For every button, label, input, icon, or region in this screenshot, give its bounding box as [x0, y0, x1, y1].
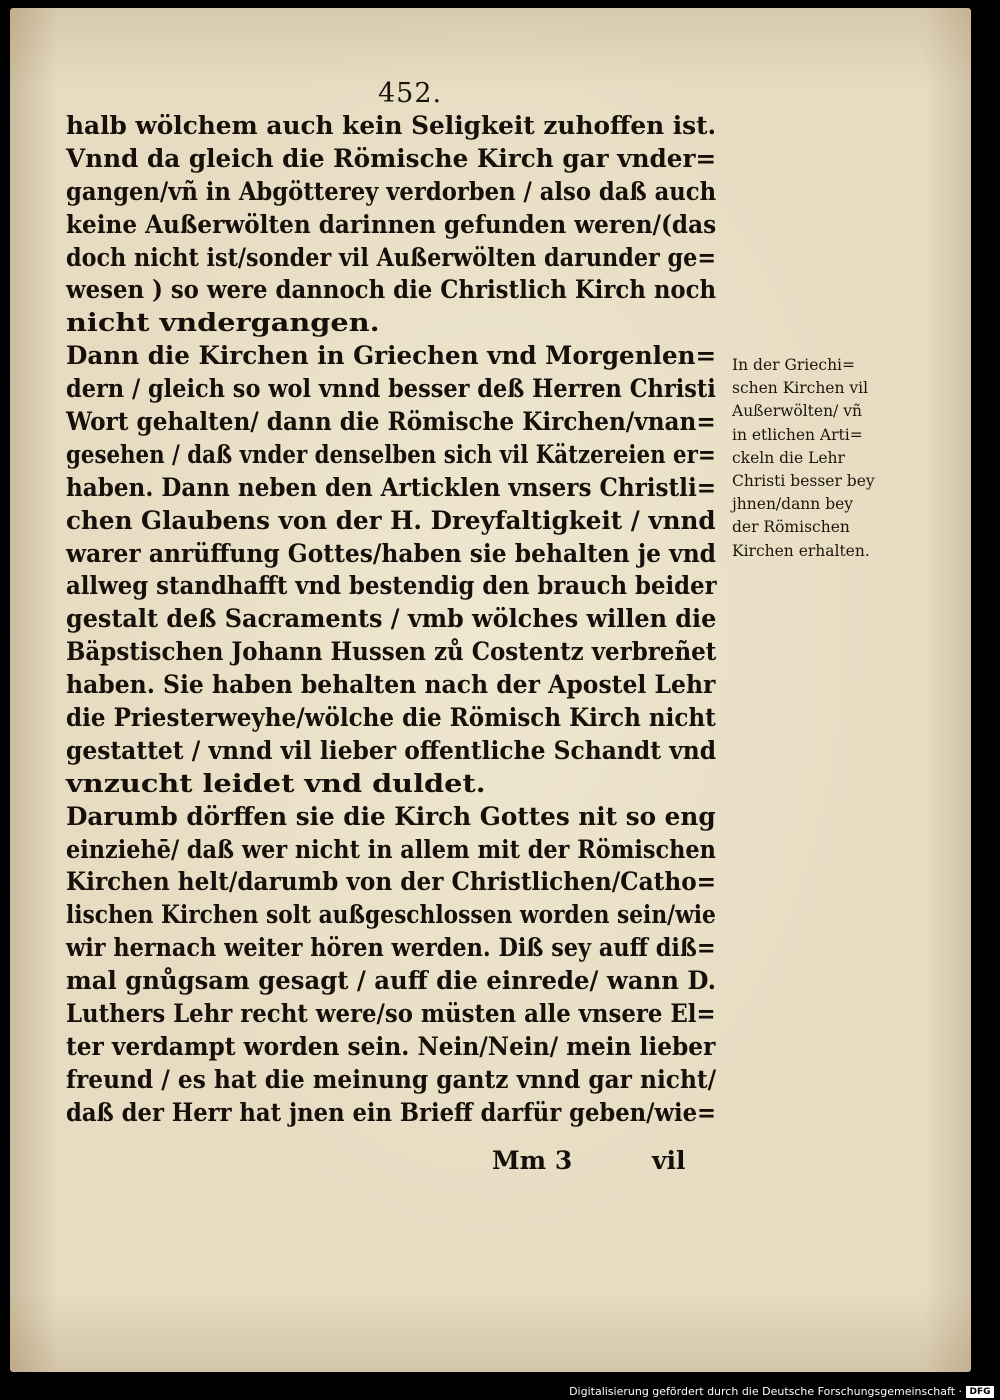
text-line: Bäpstischen Johann Hussen zů Costentz verbreñet — [66, 637, 717, 667]
text-line: allweg standhafft vnd bestendig den brauch beider — [66, 571, 717, 601]
margin-note-line: ckeln die Lehr — [732, 448, 845, 467]
text-line: nicht vndergangen. — [66, 308, 380, 338]
dfg-logo: DFG — [966, 1386, 994, 1398]
text-line: lischen Kirchen solt außgeschlossen worden sein/wie — [66, 900, 716, 930]
text-line: dern / gleich so wol vnnd besser deß Herren Christi — [66, 374, 716, 404]
text-line: Wort gehalten/ dann die Römische Kirchen/vnan= — [66, 407, 716, 437]
text-line: halb wölchem auch kein Seligkeit zuhoffen ist. — [66, 111, 717, 140]
text-line: ter verdampt worden sein. Nein/Nein/ mein lieber — [66, 1031, 716, 1061]
text-line: gestalt deß Sacraments / vmb wölches willen die — [66, 604, 717, 634]
text-line: einziehē/ daß wer nicht in allem mit der Römischen — [66, 834, 716, 864]
text-line: Luthers Lehr recht were/so müsten alle vnsere El= — [66, 999, 716, 1029]
margin-note-line: in etlichen Arti= — [732, 425, 863, 444]
text-line: gangen/vñ in Abgötterey verdorben / also daß auch — [66, 176, 717, 206]
text-line: mal gnůgsam gesagt / auff die einrede/ wann D. — [66, 966, 717, 996]
text-line: vnzucht leidet vnd duldet. — [66, 768, 486, 798]
text-line: warer anrüffung Gottes/haben sie behalten je vnd — [66, 538, 717, 568]
margin-note-line: der Römischen — [732, 518, 850, 537]
text-line: Kirchen helt/darumb von der Christlichen/Catho= — [66, 867, 717, 897]
text-line: keine Außerwölten darinnen gefunden weren/(das — [66, 209, 717, 239]
text-line: gesehen / daß vnder denselben sich vil Kätzereien er= — [66, 439, 716, 469]
margin-note-line: schen Kirchen vil — [732, 379, 869, 398]
text-line: haben. Sie haben behalten nach der Apostel Lehr — [66, 670, 716, 700]
text-line: Vnnd da gleich die Römische Kirch gar vnder= — [66, 143, 717, 173]
text-line: Dann die Kirchen in Griechen vnd Morgenlen= — [66, 341, 717, 371]
body-text — [66, 110, 726, 1130]
text-line: wir hernach weiter hören werden. Diß sey auff diß= — [66, 933, 716, 963]
text-line: gestattet / vnnd vil lieber offentliche Schandt vnd — [66, 735, 717, 765]
margin-note-line: Kirchen erhalten. — [732, 541, 870, 560]
margin-note-line: Christi besser bey — [732, 471, 875, 490]
text-line: die Priesterweyhe/wölche die Römisch Kirch nicht — [66, 703, 716, 733]
text-line: freund / es hat die meinung gantz vnnd gar nicht/ — [66, 1064, 717, 1094]
signature-mark: Mm 3 — [492, 1146, 573, 1175]
text-line: haben. Dann neben den Articklen vnsers Christli= — [66, 472, 717, 502]
text-line: doch nicht ist/sonder vil Außerwölten darunder ge= — [66, 242, 717, 272]
margin-note-line: jhnen/dann bey — [732, 495, 854, 514]
page-number: 452. — [378, 78, 443, 109]
margin-note — [732, 354, 932, 563]
margin-note-line: In der Griechi= — [732, 356, 855, 374]
text-line: daß der Herr hat jnen ein Brieff darfür geben/wie= — [66, 1097, 717, 1127]
margin-note-line: Außerwölten/ vñ — [732, 402, 862, 421]
digitization-credit: Digitalisierung gefördert durch die Deutsche Forschungsgemeinschaft · — [569, 1385, 962, 1398]
text-line: Darumb dörffen sie die Kirch Gottes nit so eng — [66, 801, 716, 831]
text-line: wesen ) so were dannoch die Christlich Kirch noch — [66, 275, 717, 305]
text-line: chen Glaubens von der H. Dreyfaltigkeit / vnnd — [66, 505, 716, 535]
catchword: vil — [652, 1146, 686, 1175]
